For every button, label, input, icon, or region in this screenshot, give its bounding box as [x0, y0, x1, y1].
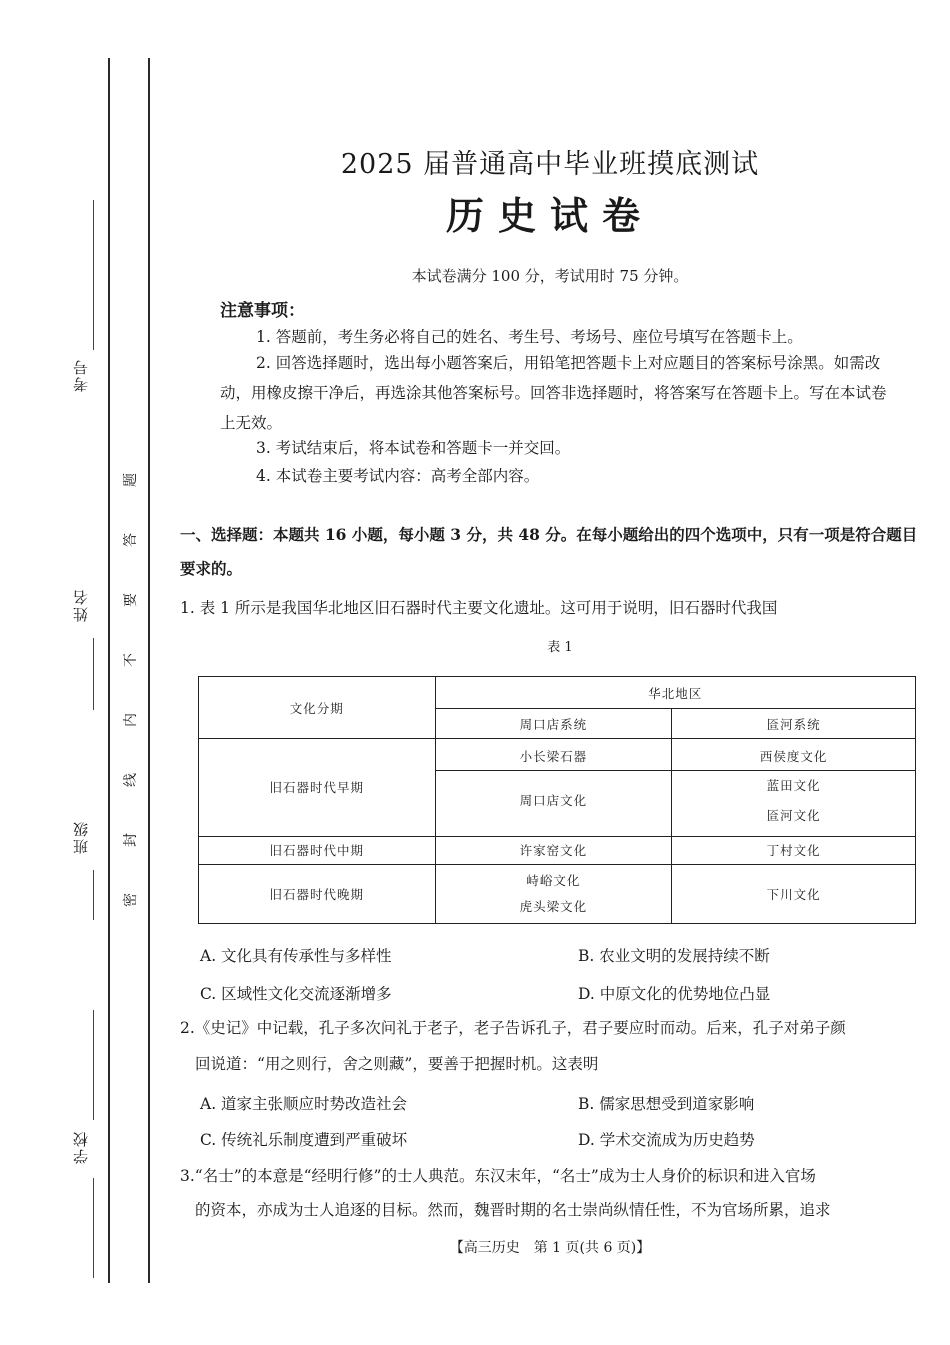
table-sub-header: 匼河系统: [672, 709, 916, 739]
name-field: [60, 560, 120, 710]
q1-option-b: B. 农业文明的发展持续不断: [578, 947, 770, 965]
site-name: 虎头梁文化: [519, 898, 588, 914]
notes-heading: 注意事项：: [220, 301, 305, 321]
page-footer: 【高三历史 第 1 页(共 6 页)】: [449, 1240, 651, 1256]
seal-char: 题: [123, 473, 139, 487]
exam-meta: 本试卷满分 100 分，考试用时 75 分钟。: [411, 267, 689, 285]
site-name: 蓝田文化: [672, 770, 915, 801]
q2-option-d: D. 学术交流成为历史趋势: [578, 1131, 755, 1149]
table-cell: [435, 864, 672, 923]
class-label: 班级: [72, 820, 90, 854]
q2-stem-line2: 回说道：“用之则行，舍之则藏”，要善于把握时机。这表明: [195, 1055, 599, 1073]
class-field: [60, 720, 120, 920]
seal-char: 答: [123, 533, 139, 547]
q1-option-d: D. 中原文化的优势地位凸显: [578, 985, 771, 1003]
q2-option-b: B. 儒家思想受到道家影响: [578, 1095, 755, 1113]
site-name: 峙峪文化: [526, 872, 581, 888]
exam-number-label: 考号: [72, 358, 90, 392]
q3-stem: 3.“名士”的本意是“经明行修”的士人典范。东汉末年，“名士”成为士人身价的标识和进入官场: [180, 1167, 816, 1185]
q1-stem: 1. 表 1 所示是我国华北地区旧石器时代主要文化遗址。这可用于说明，旧石器时代我国: [180, 599, 778, 617]
name-blank: [93, 638, 94, 710]
subject-title: 历史试卷: [445, 193, 654, 238]
table-period-cell: 旧石器时代早期: [199, 739, 436, 837]
site-name: 匼河文化: [766, 807, 821, 823]
exam-title: 2025 届普通高中毕业班摸底测试: [340, 149, 760, 180]
site-name: 西侯度文化: [759, 748, 828, 764]
table-cell: [672, 739, 916, 837]
name-label: 姓名: [72, 588, 90, 622]
table-cell: [435, 739, 672, 837]
section-heading: 一、选择题：本题共 16 小题，每小题 3 分，共 48 分。在每小题给出的四个选项中，只有一项是符合题目要求的。: [180, 525, 918, 578]
site-name: 下川文化: [672, 864, 916, 923]
table-region-header: 华北地区: [435, 677, 915, 709]
site-name: 丁村文化: [672, 836, 916, 864]
site-name: 许家窑文化: [435, 836, 672, 864]
q1-option-c: C. 区域性文化交流逐渐增多: [200, 985, 392, 1003]
exam-number-field: [60, 200, 120, 440]
school-blank-lower: [93, 1178, 94, 1278]
q3-stem-line2: 的资本，亦成为士人追逐的目标。然而，魏晋时期的名士崇尚纵情任性，不为官场所累，追求: [195, 1201, 831, 1219]
school-label: 学校: [72, 1130, 90, 1164]
table-sub-header: 周口店系统: [435, 709, 672, 739]
seal-char: 内: [123, 713, 139, 727]
q3-stem-cont: [180, 1194, 920, 1226]
seal-char: 线: [123, 773, 139, 787]
culture-table: [198, 676, 916, 924]
note-item: 4. 本试卷主要考试内容：高考全部内容。: [256, 467, 540, 485]
school-blank: [93, 1010, 94, 1120]
exam-number-blank: [93, 200, 94, 350]
seal-line-text: [118, 470, 142, 910]
q2-option-a: A. 道家主张顺应时势改造社会: [200, 1095, 408, 1113]
site-name: 周口店文化: [436, 770, 672, 831]
table-caption: 表 1: [547, 640, 573, 655]
seal-char: 要: [123, 593, 139, 607]
note-item: 1. 答题前，考生务必将自己的姓名、考生号、考场号、座位号填写在答题卡上。: [256, 328, 803, 346]
q2-option-c: C. 传统礼乐制度遭到严重破坏: [200, 1131, 408, 1149]
seal-char: 封: [123, 833, 139, 847]
q2-stem: 2.《史记》中记载，孔子多次问礼于老子，老子告诉孔子，君子要应时而动。后来，孔子对弟子颜: [180, 1019, 846, 1037]
class-blank: [93, 870, 94, 920]
binding-line-inner: [148, 58, 150, 1283]
seal-char: 不: [123, 653, 139, 667]
table-period-cell: 旧石器时代中期: [199, 836, 436, 864]
school-field: [60, 1010, 120, 1280]
seal-char: 密: [123, 893, 139, 907]
table-col-header: 文化分期: [199, 677, 436, 739]
site-name: 小长梁石器: [519, 748, 588, 764]
q1-option-a: A. 文化具有传承性与多样性: [200, 947, 392, 965]
q2-stem-cont: [180, 1048, 920, 1080]
table-period-cell: 旧石器时代晚期: [199, 864, 436, 923]
note-item: 3. 考试结束后，将本试卷和答题卡一并交回。: [256, 439, 571, 457]
note-item: 2. 回答选择题时，选出每小题答案后，用铅笔把答题卡上对应题目的答案标号涂黑。如需改动，用橡皮擦干净后，再选涂其他答案标号。回答非选择题时，将答案写在答题卡上。写在本试卷上无效。: [220, 354, 887, 432]
